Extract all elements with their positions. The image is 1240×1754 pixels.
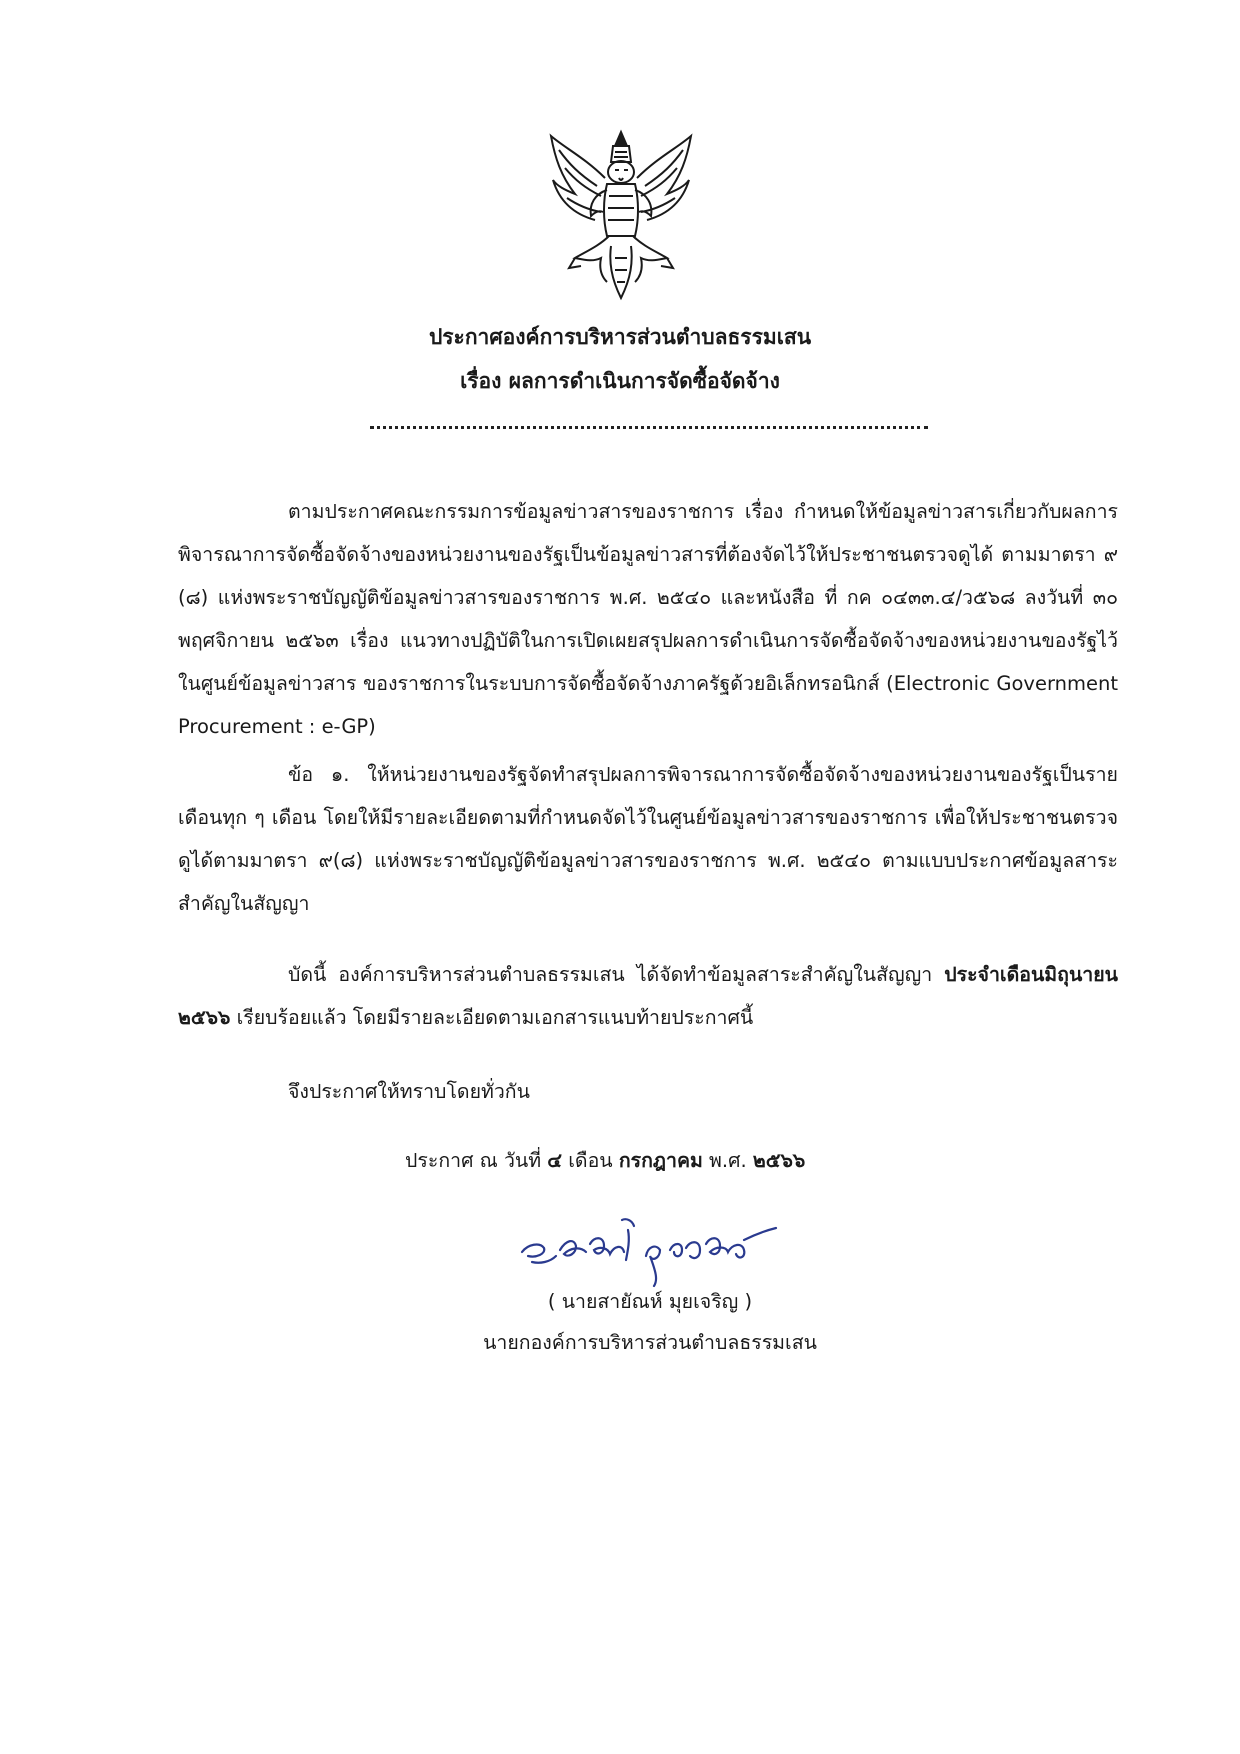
- paragraph-announcement: [178, 953, 1118, 1039]
- date-month: กรกฎาคม: [618, 1149, 703, 1172]
- paragraph-closing: จึงประกาศให้ทราบโดยทั่วกัน: [288, 1080, 530, 1103]
- signatory-position: นายกองค์การบริหารส่วนตำบลธรรมเสน: [483, 1331, 817, 1354]
- date-month-label: เดือน: [562, 1149, 619, 1172]
- date-year: ๒๕๖๖: [752, 1149, 806, 1172]
- signatory-name: ( นายสายัณห์ มุยเจริญ ): [547, 1290, 753, 1313]
- announcement-period: ประจำเดือนมิถุนายน ๒๕๖๖: [178, 963, 1118, 1029]
- garuda-emblem-icon: [545, 128, 697, 304]
- dotted-separator: [370, 426, 928, 429]
- announcement-tail: เรียบร้อยแล้ว โดยมีรายละเอียดตามเอกสารแนบท้ายประกาศนี้: [230, 1006, 754, 1029]
- document-subject: เรื่อง ผลการดำเนินการจัดซื้อจัดจ้าง: [460, 369, 780, 393]
- date-day: ๔: [547, 1149, 563, 1172]
- announcement-date: [405, 1139, 805, 1182]
- date-prefix: ประกาศ ณ วันที่: [405, 1149, 548, 1172]
- date-year-label: พ.ศ.: [702, 1149, 753, 1172]
- document-title: ประกาศองค์การบริหารส่วนตำบลธรรมเสน: [428, 325, 812, 349]
- announcement-lead: บัดนี้ องค์การบริหารส่วนตำบลธรรมเสน ได้จัดทำข้อมูลสาระสำคัญในสัญญา: [288, 963, 945, 986]
- handwritten-signature: [510, 1200, 790, 1290]
- paragraph-reference: ตามประกาศคณะกรรมการข้อมูลข่าวสารของราชการ เรื่อง กำหนดให้ข้อมูลข่าวสารเกี่ยวกับผลการพิจารณาการจัดซื้อจัดจ้างของหน่วยงานของรัฐเป็นข้อมูลข่าวสารที่ต้องจัดไว้ให้ประชาชนตรวจดูได้ ตามมาตรา ๙ (๘) แห่งพระราชบัญญัติข้อมูลข่าวสารของราชการ พ.ศ. ๒๕๔๐ และหนังสือ ที่ กค ๐๔๓๓.๔/ว๕๖๘ ลงวันที่ ๓๐ พฤศจิกายน ๒๕๖๓ เรื่อง แนวทางปฏิบัติในการเปิดเผยสรุปผลการดำเนินการจัดซื้อจัดจ้างของหน่วยงานของรัฐไว้ในศูนย์ข้อมูลข่าวสาร ของราชการในระบบการจัดซื้อจัดจ้างภาครัฐด้วยอิเล็กทรอนิกส์ (Electronic Government Procurement : e-GP): [178, 500, 1118, 738]
- paragraph-clause-1: ข้อ ๑. ให้หน่วยงานของรัฐจัดทำสรุปผลการพิจารณาการจัดซื้อจัดจ้างของหน่วยงานของรัฐเป็นรายเดือนทุก ๆ เดือน โดยให้มีรายละเอียดตามที่กำหนดจัดไว้ในศูนย์ข้อมูลข่าวสารของราชการ เพื่อให้ประชาชนตรวจดูได้ตามมาตรา ๙(๘) แห่งพระราชบัญญัติข้อมูลข่าวสารของราชการ พ.ศ. ๒๕๔๐ ตามแบบประกาศข้อมูลสาระสำคัญในสัญญา: [178, 763, 1118, 915]
